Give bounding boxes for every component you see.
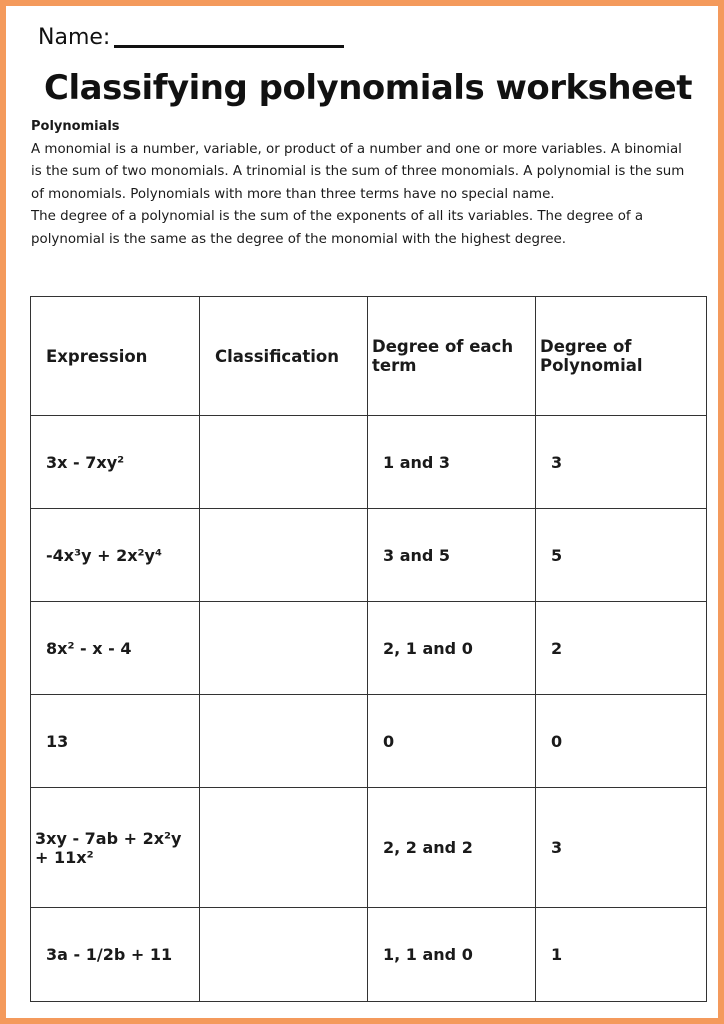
degree-each-cell: 1 and 3 bbox=[368, 416, 536, 509]
degree-poly-cell: 5 bbox=[536, 509, 707, 602]
classification-cell[interactable] bbox=[200, 602, 368, 695]
table-row bbox=[31, 602, 707, 695]
expression-cell: -4x³y + 2x²y⁴ bbox=[31, 509, 200, 602]
degree-poly-cell: 1 bbox=[536, 908, 707, 1002]
intro-paragraph-2: The degree of a polynomial is the sum of the exponents of all its variables. The degree of a polynomial is the same as the degree of the monomial with the highest degree. bbox=[31, 209, 644, 247]
table-row bbox=[31, 908, 707, 1002]
table-row bbox=[31, 788, 707, 908]
degree-poly-cell: 3 bbox=[536, 416, 707, 509]
polynomial-table bbox=[30, 296, 707, 1002]
intro-paragraph-1: A monomial is a number, variable, or product of a number and one or more variables. A binomial is the sum of two monomials. A trinomial is the sum of three monomials. A polynomial is the sum of monomials. Polynomials with more than three terms have no special name. bbox=[31, 141, 685, 202]
degree-each-cell: 2, 1 and 0 bbox=[368, 602, 536, 695]
header-degree-each-term: Degree of each term bbox=[368, 297, 536, 416]
expression-cell: 13 bbox=[31, 695, 200, 788]
header-degree-polynomial: Degree of Polynomial bbox=[536, 297, 707, 416]
degree-poly-cell: 3 bbox=[536, 788, 707, 908]
worksheet-title: Classifying polynomials worksheet bbox=[44, 68, 692, 108]
degree-each-cell: 0 bbox=[368, 695, 536, 788]
name-blank-line[interactable] bbox=[114, 45, 344, 48]
table-row bbox=[31, 416, 707, 509]
intro-heading: Polynomials bbox=[31, 119, 120, 134]
header-expression: Expression bbox=[31, 297, 200, 416]
expression-cell: 3x - 7xy² bbox=[31, 416, 200, 509]
classification-cell[interactable] bbox=[200, 509, 368, 602]
degree-each-cell: 2, 2 and 2 bbox=[368, 788, 536, 908]
classification-cell[interactable] bbox=[200, 416, 368, 509]
classification-cell[interactable] bbox=[200, 908, 368, 1002]
expression-cell: 3xy - 7ab + 2x²y + 11x² bbox=[31, 788, 200, 908]
intro-text bbox=[31, 116, 691, 251]
expression-cell: 3a - 1/2b + 11 bbox=[31, 908, 200, 1002]
classification-cell[interactable] bbox=[200, 695, 368, 788]
expression-cell: 8x² - x - 4 bbox=[31, 602, 200, 695]
classification-cell[interactable] bbox=[200, 788, 368, 908]
degree-each-cell: 1, 1 and 0 bbox=[368, 908, 536, 1002]
table-header-row bbox=[31, 297, 707, 416]
name-row bbox=[38, 24, 344, 52]
header-classification: Classification bbox=[200, 297, 368, 416]
table-row bbox=[31, 695, 707, 788]
table-row bbox=[31, 509, 707, 602]
degree-poly-cell: 0 bbox=[536, 695, 707, 788]
name-label: Name: bbox=[38, 25, 111, 50]
degree-each-cell: 3 and 5 bbox=[368, 509, 536, 602]
degree-poly-cell: 2 bbox=[536, 602, 707, 695]
